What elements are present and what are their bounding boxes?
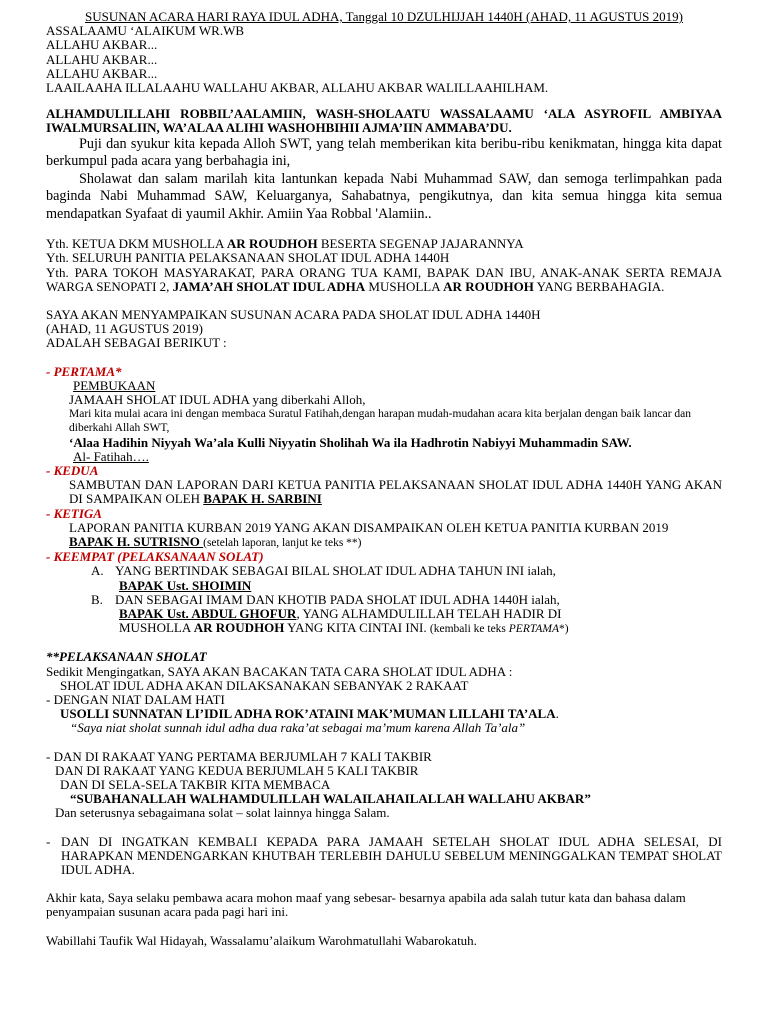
pembukaan-label: PEMBUKAAN [73, 377, 156, 393]
pelaksanaan-line: - DENGAN NIAT DALAM HATI [46, 692, 225, 708]
hamdalah-paragraph: ALHAMDULILLAHI ROBBIL’AALAMIIN, WASH-SHOLAATU WASSALAAMU ‘ALA ASYROFIL AMBIYAA IWALMURSALIIN, WA’ALAA ALIHI WASHOHBIHII AJMA’IIN AMMABA’DU. [46, 106, 722, 136]
addressees-block [46, 237, 722, 294]
addressee-line: Yth. SELURUH PANITIA PELAKSANAAN SHOLAT IDUL ADHA 1440H [46, 250, 450, 266]
takbir-rule: DAN DI SELA-SELA TAKBIR KITA MEMBACA [60, 777, 331, 793]
takbir-line: ALLAHU AKBAR... [46, 51, 158, 67]
pelaksanaan-line: Sedikit Mengingatkan, SAYA AKAN BACAKAN TATA CARA SHOLAT IDUL ADHA : [46, 663, 513, 679]
al-fatihah-line: Al- Fatihah…. [73, 448, 149, 464]
intro-line: SAYA AKAN MENYAMPAIKAN SUSUNAN ACARA PADA SHOLAT IDUL ADHA 1440H [46, 306, 541, 322]
section-heading: - KEEMPAT (PELAKSANAAN SOLAT) [46, 549, 264, 565]
closing-salam: Wabillahi Taufik Wal Hidayah, Wassalamu’alaikum Warohmatullahi Wabarokatuh. [46, 932, 477, 948]
fatihah-note: Mari kita mulai acara ini dengan membaca Suratul Fatihah,dengan harapan mudah-mudahan acara kita berjalan dengan baik lancar dan diberkahi Allah SWT, [69, 408, 692, 435]
opening-block [46, 24, 722, 95]
intro-line: ADALAH SEBAGAI BERIKUT : [46, 335, 227, 351]
imam-line-3: MUSHOLLA AR ROUDHOH YANG KITA CINTAI INI. (kembali ke teks PERTAMA*) [119, 620, 569, 636]
jamaah-line: JAMAAH SHOLAT IDUL ADHA yang diberkahi Alloh, [69, 391, 366, 407]
ketiga-text: LAPORAN PANITIA KURBAN 2019 YANG AKAN DISAMPAIKAN OLEH KETUA PANITIA KURBAN 2019 [69, 519, 669, 535]
section-heading: - KETIGA [46, 505, 102, 521]
pelaksanaan-line: SHOLAT IDUL ADHA AKAN DILAKSANAKAN SEBANYAK 2 RAKAAT [60, 677, 469, 693]
section-pelaksanaan [46, 650, 722, 735]
reminder-dash: - [46, 833, 51, 849]
reminder-text: DAN DI INGATKAN KEMBALI KEPADA PARA JAMAAH SETELAH SHOLAT IDUL ADHA SELESAI, DI HARAPKAN MENDENGARKAN KHUTBAH TERLEBIH DAHULU SEBELUM MENINGGALKAN TEMPAT SHOLAT IDUL ADHA. [61, 833, 722, 878]
takbir-line: ALLAHU AKBAR... [46, 37, 158, 53]
niat-line: USOLLI SUNNATAN LI’IDIL ADHA ROK’ATAINI MAK’MUMAN LILLAHI TA’ALA. [60, 706, 559, 722]
addressee-line: Yth. PARA TOKOH MASYARAKAT, PARA ORANG TUA KAMI, BAPAK DAN IBU, ANAK-ANAK SERTA REMAJA WARGA SENOPATI 2, JAMA’AH SHOLAT IDUL ADHA MUSHOLLA AR ROUDHOH YANG BERBAHAGIA. [46, 264, 722, 294]
takbir-line: ALLAHU AKBAR... [46, 65, 158, 81]
kedua-text: SAMBUTAN DAN LAPORAN DARI KETUA PANITIA PELAKSANAAN SHOLAT IDUL ADHA 1440H YANG AKAN DI SAMPAIKAN OLEH BAPAK H. SARBINI [69, 477, 722, 507]
subhanallah-line: “SUBAHANALLAH WALHAMDULILLAH WALAILAHAILALLAH WALLAHU AKBAR” [70, 791, 591, 807]
section-heading: - PERTAMA* [46, 363, 122, 379]
pelaksanaan-heading: **PELAKSANAAN SHOLAT [46, 649, 207, 665]
takbir-rule: DAN DI RAKAAT YANG KEDUA BERJUMLAH 5 KALI TAKBIR [55, 762, 419, 778]
praise-paragraph: Puji dan syukur kita kepada Alloh SWT, yang telah memberikan kita beribu-ribu kenikmatan, hingga kita dapat berkumpul pada acara yang berbahagia ini, [46, 135, 722, 170]
reminder-block [46, 835, 722, 878]
niat-translation: “Saya niat sholat sunnah idul adha dua raka’at sebagai ma’mum karena Allah Ta’ala” [70, 720, 526, 736]
closing-apology: Akhir kata, Saya selaku pembawa acara mohon maaf yang sebesar- besarnya apabila ada salah tutur kata dan bahasa dalam penyampaian susunan acara pada pagi hari ini. [46, 890, 686, 920]
greeting: ASSALAAMU ‘ALAIKUM WR.WB [46, 23, 245, 39]
speaker-name: BAPAK H. SUTRISNO [69, 533, 204, 549]
addressee-line: Yth. KETUA DKM MUSHOLLA AR ROUDHOH BESERTA SEGENAP JAJARANNYA [46, 236, 524, 252]
imam-name: BAPAK Ust. ABDUL GHOFUR [119, 606, 297, 621]
takbir-rule: Dan seterusnya sebagaimana solat – solat lainnya hingga Salam. [55, 805, 390, 821]
takbir-rule: - DAN DI RAKAAT YANG PERTAMA BERJUMLAH 7 KALI TAKBIR [46, 748, 432, 764]
sholawat-paragraph: Sholawat dan salam marilah kita lantunkan kepada Nabi Muhammad SAW, dan semoga terlimpahkan pada baginda Nabi Muhammad SAW, Keluarganya, Sahabatnya, pengikutnya, dan kita semua hingga kita semua mendapatkan Syafaat di yaumil Akhir. Amiin Yaa Robbal 'Alamiin.. [46, 170, 722, 222]
section-kedua [46, 464, 722, 507]
speaker-name: BAPAK H. SARBINI [203, 491, 322, 507]
intro-block [46, 308, 722, 351]
niyyah-line: ‘Alaa Hadihin Niyyah Wa’ala Kulli Niyyatin Sholihah Wa ila Hadhrotin Nabiyyi Muhammadin SAW. [69, 434, 632, 450]
section-ketiga [46, 507, 722, 551]
document-title: SUSUNAN ACARA HARI RAYA IDUL ADHA, Tanggal 10 DZULHIJJAH 1440H (AHAD, 11 AGUSTUS 2019) [85, 9, 683, 24]
section-keempat [46, 550, 722, 636]
keempat-item-a: A. YANG BERTINDAK SEBAGAI BILAL SHOLAT IDUL ADHA TAHUN INI ialah, [91, 563, 556, 579]
bilal-name: BAPAK Ust. SHOIMIN [119, 577, 252, 593]
keempat-item-b: B. DAN SEBAGAI IMAM DAN KHOTIB PADA SHOLAT IDUL ADHA 1440H ialah, [91, 591, 560, 607]
tahlil-line: LAAILAAHA ILLALAAHU WALLAHU AKBAR, ALLAHU AKBAR WALILLAAHILHAM. [46, 80, 549, 96]
imam-line: BAPAK Ust. ABDUL GHOFUR, YANG ALHAMDULILLAH TELAH HADIR DI [119, 606, 562, 621]
takbir-block [46, 750, 722, 821]
ketiga-name-line: BAPAK H. SUTRISNO (setelah laporan, lanjut ke teks **) [69, 533, 362, 549]
section-pertama [46, 365, 722, 464]
intro-line: (AHAD, 11 AGUSTUS 2019) [46, 321, 203, 337]
section-heading: - KEDUA [46, 462, 99, 478]
